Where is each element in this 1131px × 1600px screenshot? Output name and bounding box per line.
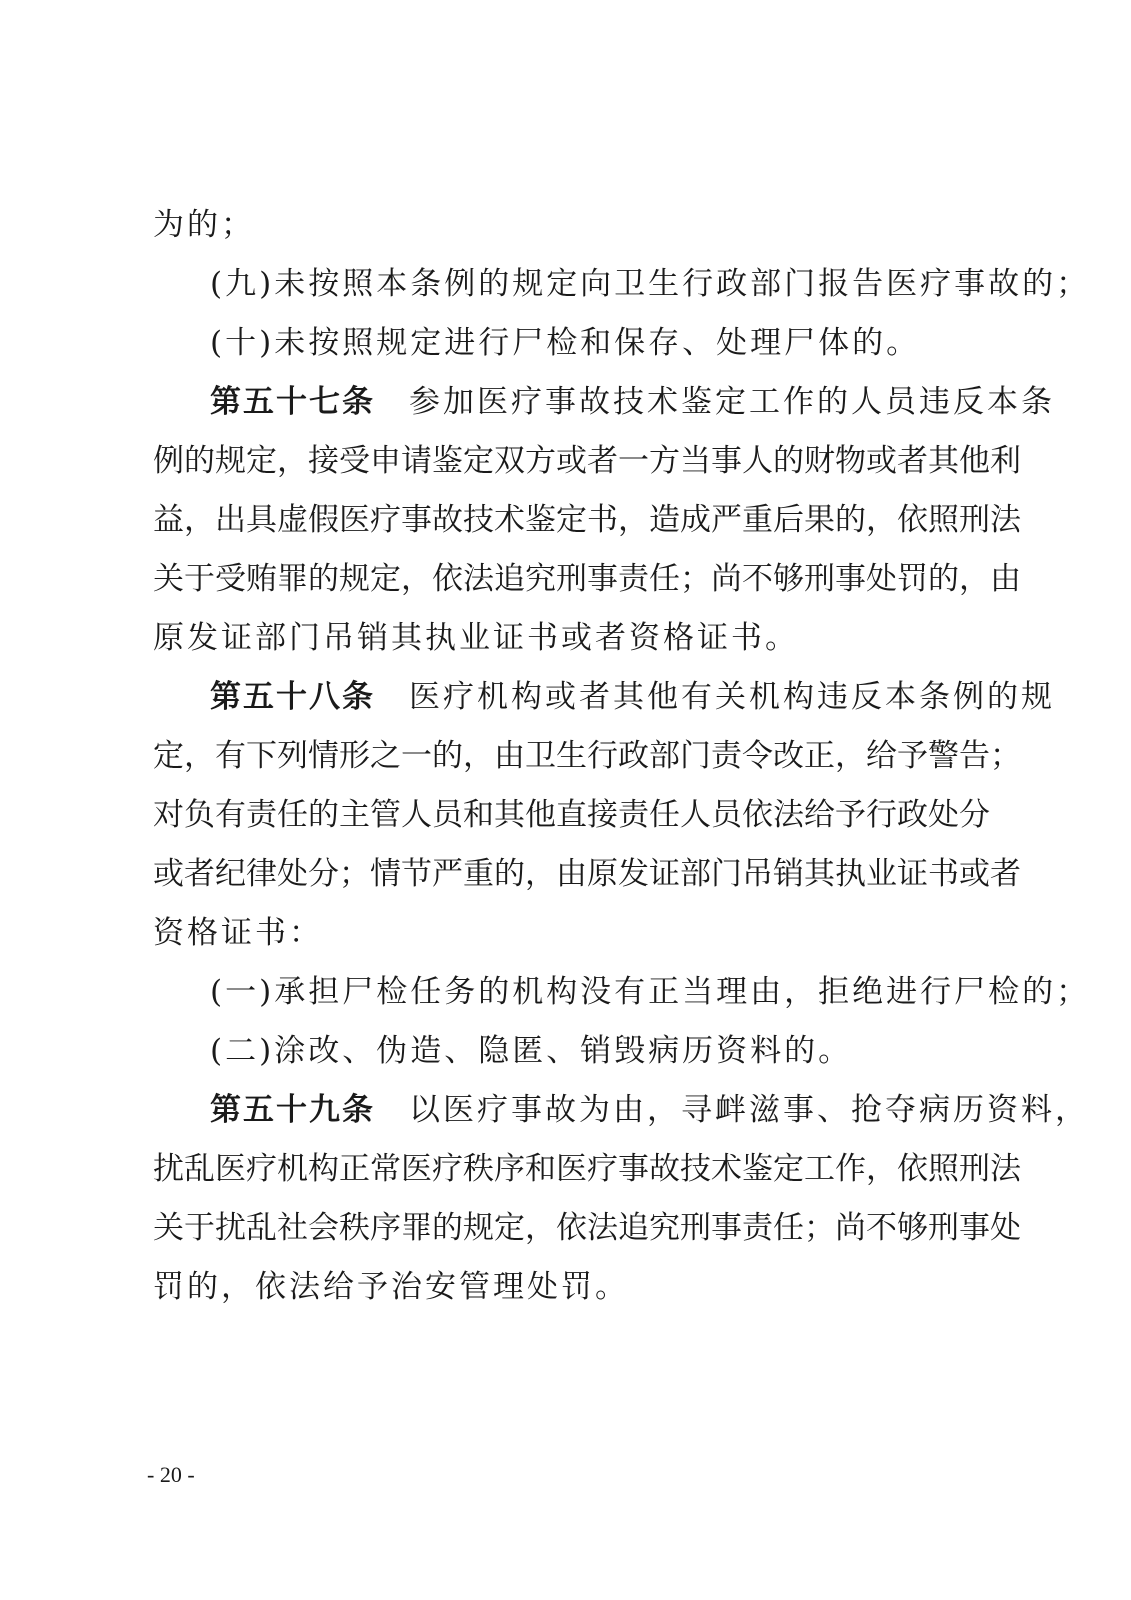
text-line: 例的规定，接受申请鉴定双方或者一方当事人的财物或者其他利 [153, 443, 1021, 479]
text-line: 定，有下列情形之一的，由卫生行政部门责令改正，给予警告； [153, 738, 1021, 774]
article-58-first-line [210, 677, 1055, 717]
text-line: 罚的，依法给予治安管理处罚。 [153, 1269, 629, 1305]
text-line: 为的； [153, 207, 255, 243]
article-59-first-line [210, 1090, 1089, 1130]
article-59-text: 以医疗事故为由，寻衅滋事、抢夺病历资料， [409, 1092, 1089, 1128]
text-line: 关于受贿罪的规定，依法追究刑事责任；尚不够刑事处罚的，由 [153, 561, 1021, 597]
article-57-text: 参加医疗事故技术鉴定工作的人员违反本条 [409, 384, 1055, 420]
page-number: - 20 - [147, 1462, 195, 1487]
article-57-heading: 第五十七条 [210, 384, 375, 420]
article-59-heading: 第五十九条 [210, 1092, 375, 1128]
article-57-first-line [210, 382, 1055, 422]
article-58-heading: 第五十八条 [210, 679, 375, 715]
article-58-text: 医疗机构或者其他有关机构违反本条例的规 [409, 679, 1055, 715]
clause-1: (一)承担尸检任务的机构没有正当理由，拒绝进行尸检的； [210, 974, 1091, 1010]
text-line: 资格证书： [153, 915, 323, 951]
clause-2: (二)涂改、伪造、隐匿、销毁病历资料的。 [210, 1033, 853, 1069]
clause-10: (十)未按照规定进行尸检和保存、处理尸体的。 [210, 325, 921, 361]
text-line: 益，出具虚假医疗事故技术鉴定书，造成严重后果的，依照刑法 [153, 502, 1021, 538]
clause-9: (九)未按照本条例的规定向卫生行政部门报告医疗事故的； [210, 266, 1091, 302]
text-line: 对负有责任的主管人员和其他直接责任人员依法给予行政处分 [153, 797, 990, 833]
text-line: 原发证部门吊销其执业证书或者资格证书。 [153, 620, 799, 656]
text-line: 关于扰乱社会秩序罪的规定，依法追究刑事责任；尚不够刑事处 [153, 1210, 1021, 1246]
text-line: 扰乱医疗机构正常医疗秩序和医疗事故技术鉴定工作，依照刑法 [153, 1151, 1021, 1187]
text-line: 或者纪律处分；情节严重的，由原发证部门吊销其执业证书或者 [153, 856, 1021, 892]
